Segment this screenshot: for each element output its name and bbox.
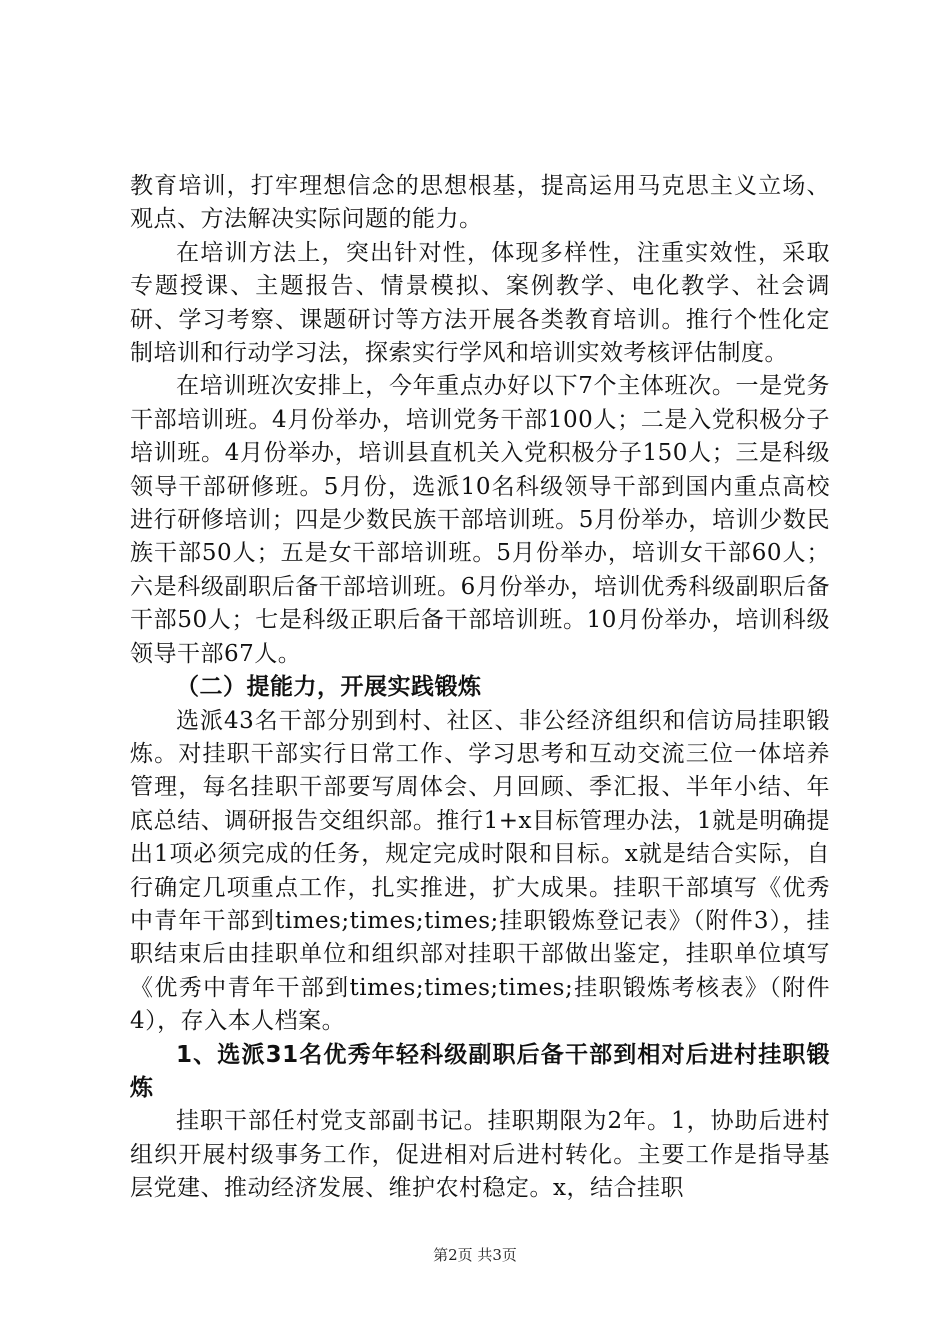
document-body <box>130 170 830 1206</box>
paragraph-training-methods: 在培训方法上，突出针对性，体现多样性，注重实效性，采取专题授课、主题报告、情景模拟、案例教学、电化教学、社会调研、学习考察、课题研讨等方法开展各类教育培训。推行个性化定制培训和行动学习法，探索实行学风和培训实效考核评估制度。 <box>130 239 830 367</box>
subsection-heading-village: 1、选派31名优秀年轻科级副职后备干部到相对后进村挂职锻炼 <box>130 1041 830 1101</box>
section-heading-practice: （二）提能力，开展实践锻炼 <box>176 674 482 701</box>
paragraph-village: 挂职干部任村党支部副书记。挂职期限为2年。1，协助后进村组织开展村级事务工作，促进相对后进村转化。主要工作是指导基层党建、推动经济发展、维护农村稳定。x，结合挂职 <box>130 1108 830 1202</box>
paragraph-practice: 选派43名干部分别到村、社区、非公经济组织和信访局挂职锻炼。对挂职干部实行日常工作、学习思考和互动交流三位一体培养管理，每名挂职干部要写周体会、月回顾、季汇报、半年小结、年底总结、调研报告交组织部。推行1+x目标管理办法，1就是明确提出1项必须完成的任务，规定完成时限和目标。x就是结合实际，自行确定几项重点工作，扎实推进，扩大成果。挂职干部填写《优秀中青年干部到times;times;times;挂职锻炼登记表》（附件3），挂职结束后由挂职单位和组织部对挂职干部做出鉴定，挂职单位填写《优秀中青年干部到times;times;times;挂职锻炼考核表》（附件4），存入本人档案。 <box>130 707 830 1035</box>
paragraph-training-classes: 在培训班次安排上，今年重点办好以下7个主体班次。一是党务干部培训班。4月份举办，培训党务干部100人；二是入党积极分子培训班。4月份举办，培训县直机关入党积极分子150人；三是科级领导干部研修班。5月份，选派10名科级领导干部到国内重点高校进行研修培训；四是少数民族干部培训班。5月份举办，培训少数民族干部50人；五是女干部培训班。5月份举办，培训女干部60人；六是科级副职后备干部培训班。6月份举办，培训优秀科级副职后备干部50人；七是科级正职后备干部培训班。10月份举办，培训科级领导干部67人。 <box>130 373 830 667</box>
page-number-footer: 第2页 共3页 <box>433 1246 517 1264</box>
paragraph-continuation: 教育培训，打牢理想信念的思想根基，提高运用马克思主义立场、观点、方法解决实际问题的能力。 <box>130 173 830 233</box>
